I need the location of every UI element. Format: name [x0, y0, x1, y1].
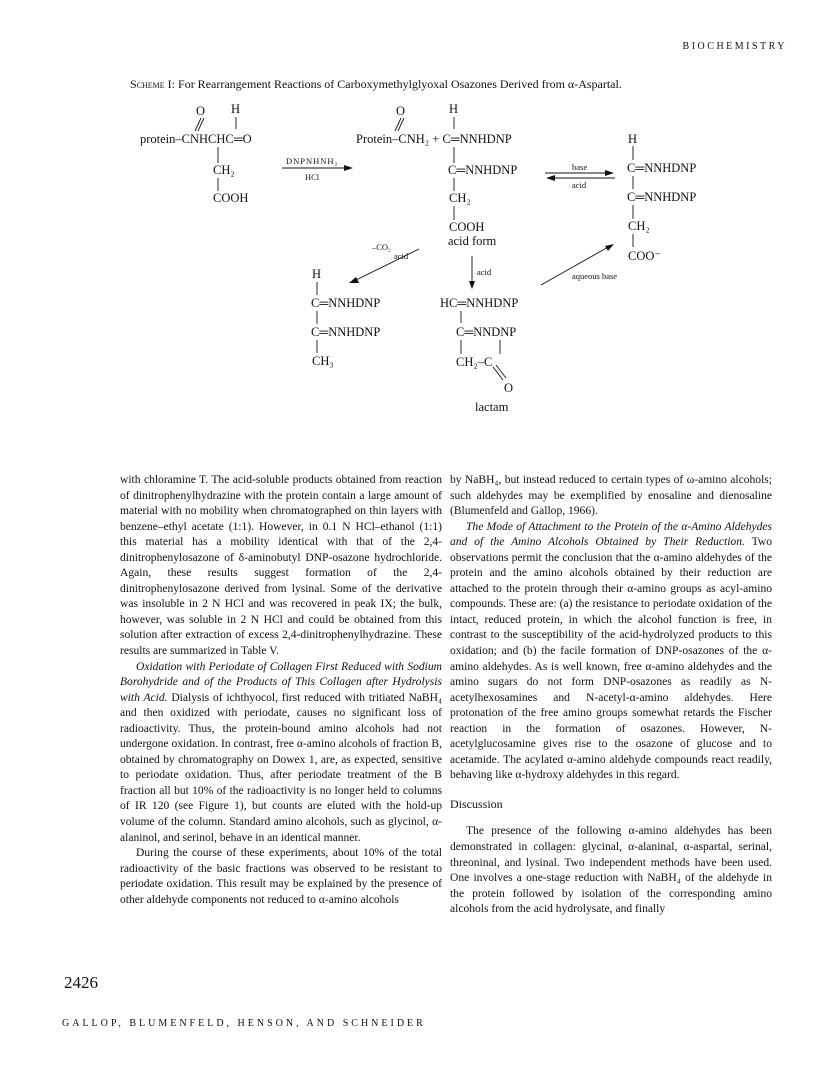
carboxyl-group: COOH	[213, 191, 249, 205]
paragraph	[450, 520, 772, 784]
arrowhead-up-right	[605, 244, 614, 251]
arrowhead-left	[546, 175, 555, 181]
molecule-decarboxylated	[311, 267, 380, 368]
paragraph-text: Dialysis of ichthyocol, first reduced with tritiated NaBH₄ and then oxidized with periodate, causes no significant loss of radioactivity. Thus, the protein-bound amino alcohols had not undergone oxidation. In contrast, free α-amino alcohols of fraction B, obtained by chromatography on Dowex 1, are, as expected, sensitive to periodate oxidation. Thus, after periodate treatment of the B fraction all but 10% of the radioactivity is no longer held to columns of IR 120 (see Figure 1), but counts are eluted with the hold-up volume of the column. Standard amino alcohols, such as glycinol, α-alaninol, and serinol, behave in an identical manner.	[120, 691, 442, 844]
aqueous-base-label: aqueous base	[572, 271, 618, 281]
osazone-carbon-2: C═NNHDNP	[311, 325, 381, 339]
carboxylate-group: COO⁻	[628, 249, 661, 263]
acid-arrow-label: acid	[572, 180, 587, 190]
paragraph: by NaBH₄, but instead reduced to certain types of ω-amino alcohols; such aldehydes may be exemplified by enosaline and dienosaline (Blumenfeld and Gallop, 1966).	[450, 474, 772, 518]
aspartal-main-chain: protein–CNHCHC═O	[140, 132, 252, 146]
section-heading: Discussion	[450, 796, 503, 811]
osazone-carbon-2: C═NNHDNP	[448, 163, 518, 177]
decarboxylation-acid-label: acid	[394, 251, 409, 261]
scheme-label: Scheme I:	[130, 77, 176, 91]
hydrogen-atom-label: H	[449, 102, 459, 116]
arrowhead-down-left	[349, 277, 359, 283]
molecule-anion	[627, 132, 696, 263]
scheme-bonds	[195, 117, 633, 380]
paragraph: During the course of these experiments, about 10% of the total radioactivity of the basic fractions was observed to be resistant to periodate oxidation. This result may be explained by the presence of other aldehyde components not reduced to α-amino alcohols	[120, 847, 442, 906]
lactam-ring-carbons: CH₂–C	[456, 355, 493, 369]
reagent-dnpnhnh2-label: DNPNHNH₂	[286, 156, 339, 166]
methylene-group: CH₂	[213, 163, 235, 177]
molecule-acid-form	[356, 102, 517, 248]
decarboxylation-label: –CO₂	[372, 242, 392, 252]
arrowhead-right	[344, 165, 353, 171]
hydrogen-atom-label: H	[312, 267, 322, 281]
author-footer: GALLOP, BLUMENFELD, HENSON, AND SCHNEIDER	[62, 1018, 426, 1029]
oxygen-atom-label: O	[396, 104, 406, 118]
molecule-aspartal	[140, 102, 252, 205]
run-in-heading: Oxidation with Periodate of Collagen First Reduced with Sodium Borohydride and of the Products of This Collagen after Hydrolysis with Acid.	[120, 660, 442, 704]
acid-form-main-chain: Protein–CNH₂ + C═NNHDNP	[356, 132, 512, 146]
lactam-carbon-2: C═NNDNP	[456, 325, 517, 339]
paragraph-text: Two observations permit the conclusion that the α-amino aldehydes of the protein and the amino alcohols obtained by their reduction are attached to the protein through their α-amino groups as acyl-amino compounds. These are: (a) the resistance to periodate oxidation of the intact, reduced protein, in which the alcohol function is free, in contrast to the susceptibility of the acid-hydrolyzed products to this oxidation; and (b) the facile formation of DNP-osazones of the α-amino aldehydes. As is well known, free α-amino aldehydes and the amino sugars do not form DNP-osazones as readily as N-acetylhexosamines and N-acetyl-α-amino aldehydes. Here protonation of the free amino groups somewhat retards the Fischer reaction in the formation of osazones. However, N-acetylglucosamine gives rise to the osazone of glucose and to acetamide. The acylated α-amino aldehyde compounds react readily, behaving like α-hydroxy aldehydes in this regard.	[450, 536, 772, 782]
arrowhead-down	[469, 281, 475, 289]
page-number: 2426	[64, 973, 98, 992]
hydrogen-atom-label: H	[231, 102, 241, 116]
oxygen-atom-label: O	[196, 104, 206, 118]
paragraph	[120, 660, 442, 847]
reagent-hcl-label: HCl	[305, 172, 320, 182]
oxygen-atom-label: O	[504, 381, 514, 395]
right-column	[450, 473, 772, 918]
methylene-group: CH₂	[449, 191, 471, 205]
acid-form-label: acid form	[448, 234, 497, 248]
paragraph: The presence of the following α-amino aldehydes has been demonstrated in collagen: glycinal, α-alaninal, α-aspartal, serinal, threoninal, and lysinal. Two independent methods have been used. One involves a one-stage reduction with NaBH₄ of the aldehyde in the protein followed by isolation of the corresponding amino alcohols from the acid hydrolysate, and finally	[450, 825, 772, 916]
osazone-carbon-2: C═NNHDNP	[627, 190, 697, 204]
molecule-lactam	[440, 296, 518, 414]
hydrogen-atom-label: H	[628, 132, 638, 146]
methylene-group: CH₂	[628, 219, 650, 233]
run-in-heading: The Mode of Attachment to the Protein of the α-Amino Aldehydes and of the Amino Alcohols Obtained by Their Reduction.	[450, 520, 772, 549]
reaction-scheme	[0, 0, 827, 470]
lactam-label: lactam	[475, 400, 509, 414]
cyclization-acid-label: acid	[477, 267, 492, 277]
osazone-carbon-1: C═NNHDNP	[627, 161, 697, 175]
lactam-carbon-1: HC═NNHDNP	[440, 296, 519, 310]
journal-header: BIOCHEMISTRY	[682, 41, 787, 52]
paragraph: with chloramine T. The acid-soluble products obtained from reaction of dinitrophenylhydrazine with the protein contain a large amount of material with no mobility when chromatographed on thin layers with benzene–ethyl acetate (1:1). However, in 0.1 N HCl–ethanol (1:1) this material has a mobility identical with that of the 2,4-dinitrophenylosazone of δ-aminobutyl DNP-osazone hydrochloride. Again, these results suggest formation of the 2,4-dinitrophenylosazone derived from lysinal. Some of the derivative was insoluble in 2 N HCl and was recovered in peak IX; the bulk, however, was soluble in 2 N HCl and could be obtained from this solution after extraction of excess 2,4-dinitrophenylhydrazine. These results are summarized in Table V.	[120, 474, 442, 658]
scheme-title-text: For Rearrangement Reactions of Carboxymethylglyoxal Osazones Derived from α-Aspartal.	[178, 77, 622, 91]
base-arrow-label: base	[572, 162, 588, 172]
methyl-group: CH₃	[312, 354, 334, 368]
carboxyl-group: COOH	[449, 220, 485, 234]
osazone-carbon-1: C═NNHDNP	[311, 296, 381, 310]
arrowhead-right	[605, 170, 614, 176]
left-column	[120, 473, 442, 908]
